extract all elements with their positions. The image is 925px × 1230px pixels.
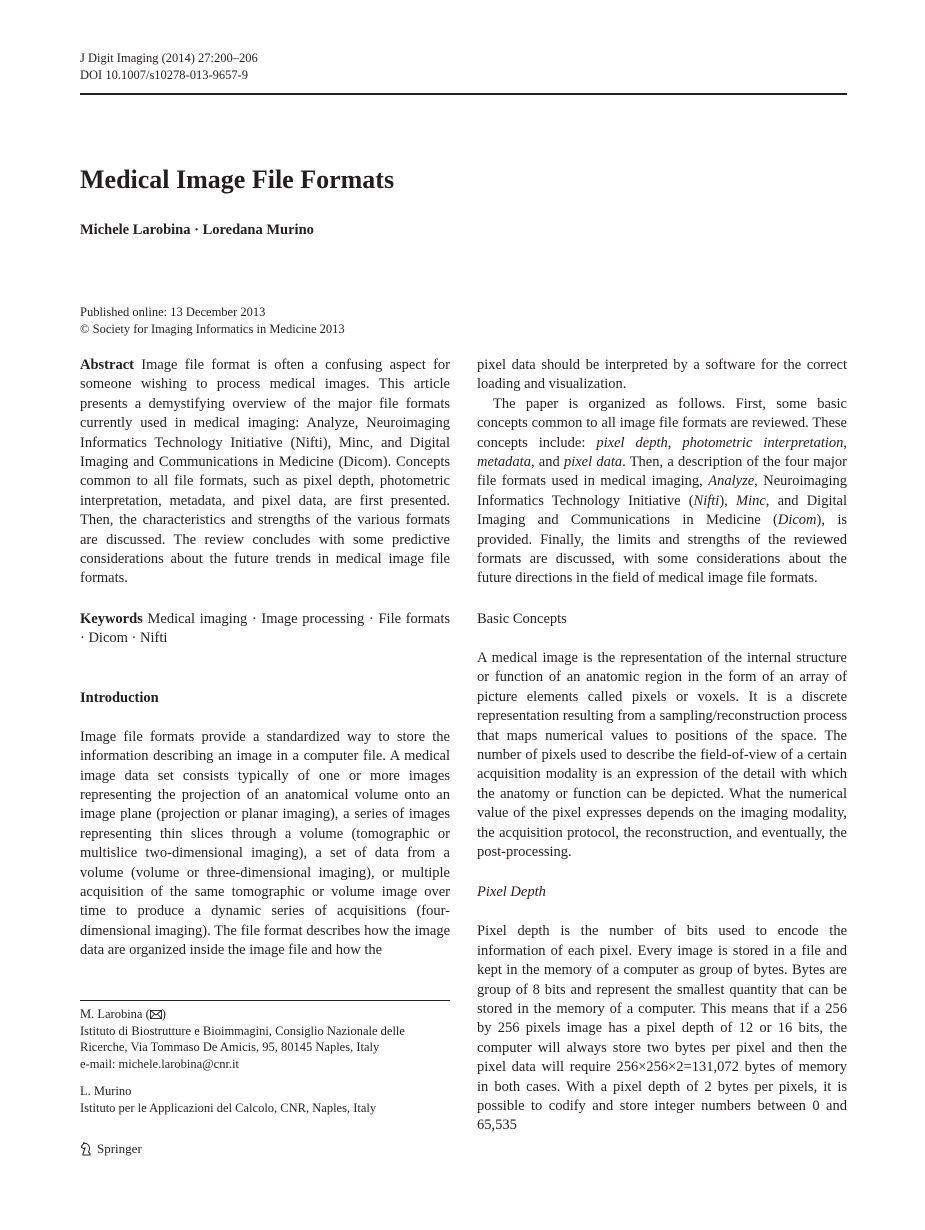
term-dicom: Dicom bbox=[777, 512, 817, 529]
springer-knight-icon bbox=[80, 1142, 93, 1156]
text-run: . Then, a description of the four major file formats used in medical imaging, bbox=[477, 454, 847, 490]
text-run: , Neuroimaging Informatics Technology Initiative ( bbox=[477, 473, 847, 509]
doi: DOI 10.1007/s10278-013-9657-9 bbox=[80, 68, 249, 82]
term-nifti: Nifti bbox=[693, 492, 720, 509]
term-minc: Minc bbox=[735, 492, 766, 509]
author2-name: L. Murino bbox=[80, 1084, 132, 1098]
term-metadata: metadata bbox=[477, 454, 531, 471]
introduction-text: Image file formats provide a standardized way to store the information describing an image in a computer file. A medical image data set consists typically of one or more images representing the projection of an anatomical volume onto an image plane (projection or planar imaging), a series of images representing thin slices through a volume (tomographic or multislice two-dimensional imaging), a set of data from a volume (volume or three-dimensional imaging), or multiple acquisition of the same tomographic or volume image over time to produce a dynamic series of acquisitions (four-dimensional imaging). The file format describes how the image data are organized inside the image file and how the bbox=[80, 728, 450, 959]
pixel-depth-text: Pixel depth is the number of bits used to encode the information of each pixel. Every image is stored in a file and kept in the memory of a computer as group of bytes. Bytes are group of 8 bits and represent the smallest quantity that can be stored in the memory of a computer. This means that if a 256 by 256 pixels image has a pixel depth of 12 or 16 bits, the computer will always store two bytes per pixel and then the pixel data will require 256×256×2=131,072 bytes of memory in both cases. With a pixel depth of 2 bytes per pixels, it is possible to codify and store integer numbers between 0 and 65,535 bbox=[477, 923, 847, 1134]
basic-concepts-text: A medical image is the representation of the internal structure or function of an anatomic region in the form of an array of picture elements called pixels or voxels. It is a discrete representation resulting from a sampling/reconstruction process that maps numerical values to positions of the space. The number of pixels used to describe the field-of-view of a certain acquisition modality is an expression of the detail with which the anatomy or function can be depicted. What the numerical value of the pixel expresses depends on the imaging modality, the acquisition protocol, the reconstruction, and eventually, the post-processing. bbox=[477, 649, 847, 860]
envelope-icon bbox=[150, 1010, 162, 1019]
author1-affiliation: Istituto di Biostrutture e Bioimmagini, Consiglio Nazionale delle Ricerche, Via Tommaso De Amicis, 95, 80145 Naples, Italy bbox=[80, 1023, 405, 1054]
author1-name-end: ) bbox=[161, 1007, 166, 1021]
publisher-footer bbox=[80, 1140, 142, 1158]
author2-footnote bbox=[80, 1083, 450, 1116]
copyright: © Society for Imaging Informatics in Medicine 2013 bbox=[80, 322, 345, 336]
published-date: Published online: 13 December 2013 bbox=[80, 305, 266, 319]
paper-title: Medical Image File Formats bbox=[80, 165, 395, 194]
continuation-paragraph: pixel data should be interpreted by a software for the correct loading and visualization. bbox=[477, 357, 847, 393]
keywords-text: Medical imaging · Image processing · File formats · Dicom · Nifti bbox=[80, 610, 450, 647]
author1-name-line bbox=[80, 1006, 450, 1023]
text-run: , and Digital Imaging and Communications in Medicine ( bbox=[477, 492, 847, 529]
text-run: The paper is organized as follows. First, some basic concepts common to all image file formats are reviewed. These concepts include: bbox=[477, 395, 847, 451]
abstract bbox=[80, 356, 450, 589]
header-rule bbox=[80, 93, 847, 95]
abstract-text: Image file format is often a confusing aspect for someone wishing to process medical images. This article presents a demystifying overview of the major file formats currently used in medical imaging: Analyze, Neuroimaging Informatics Technology Initiative (Nifti), Minc, and Digital Imaging and Communications in Medicine (Dicom). Concepts common to all file formats, such as pixel depth, photometric interpretation, metadata, and pixel data, are first presented. Then, the characteristics and strengths of the various formats are discussed. The review concludes with some predictive considerations about the future trends in medical image file formats. bbox=[80, 357, 450, 587]
author2-affiliation: Istituto per le Applicazioni del Calcolo, CNR, Naples, Italy bbox=[80, 1100, 377, 1115]
text-run: , and bbox=[530, 454, 564, 471]
organization-paragraph bbox=[477, 395, 847, 589]
text-run: , bbox=[843, 434, 847, 451]
term-pixel-data: pixel data bbox=[563, 454, 623, 471]
subsection-heading-pixel-depth: Pixel Depth bbox=[477, 884, 546, 901]
journal-citation: J Digit Imaging (2014) 27:200–206 bbox=[80, 51, 258, 65]
term-pixel-depth: pixel depth bbox=[596, 434, 668, 451]
author1-email: e-mail: michele.larobina@cnr.it bbox=[80, 1056, 240, 1071]
section-heading-basic-concepts: Basic Concepts bbox=[477, 610, 567, 627]
section-heading-introduction: Introduction bbox=[80, 689, 159, 706]
term-photometric-interpretation: photometric interpretation bbox=[682, 434, 844, 451]
keywords-label: Keywords bbox=[80, 610, 143, 627]
keywords bbox=[80, 610, 450, 649]
publisher-name: Springer bbox=[97, 1141, 142, 1156]
right-column bbox=[477, 356, 847, 1136]
journal-header bbox=[80, 50, 258, 84]
term-analyze: Analyze bbox=[708, 473, 755, 490]
text-run: , bbox=[667, 434, 683, 451]
text-run: ), is provided. Finally, the limits and strengths of the reviewed formats are discussed, with some considerations about the future directions in the field of medical image file formats. bbox=[477, 512, 848, 587]
author1-footnote bbox=[80, 1006, 450, 1072]
author-list: Michele Larobina · Loredana Murino bbox=[80, 222, 314, 238]
text-run: ), bbox=[719, 492, 736, 509]
publication-info bbox=[80, 304, 480, 338]
left-column bbox=[80, 356, 450, 961]
abstract-label: Abstract bbox=[80, 357, 134, 373]
author1-name: M. Larobina ( bbox=[80, 1007, 150, 1021]
footnote-rule bbox=[80, 1000, 450, 1001]
